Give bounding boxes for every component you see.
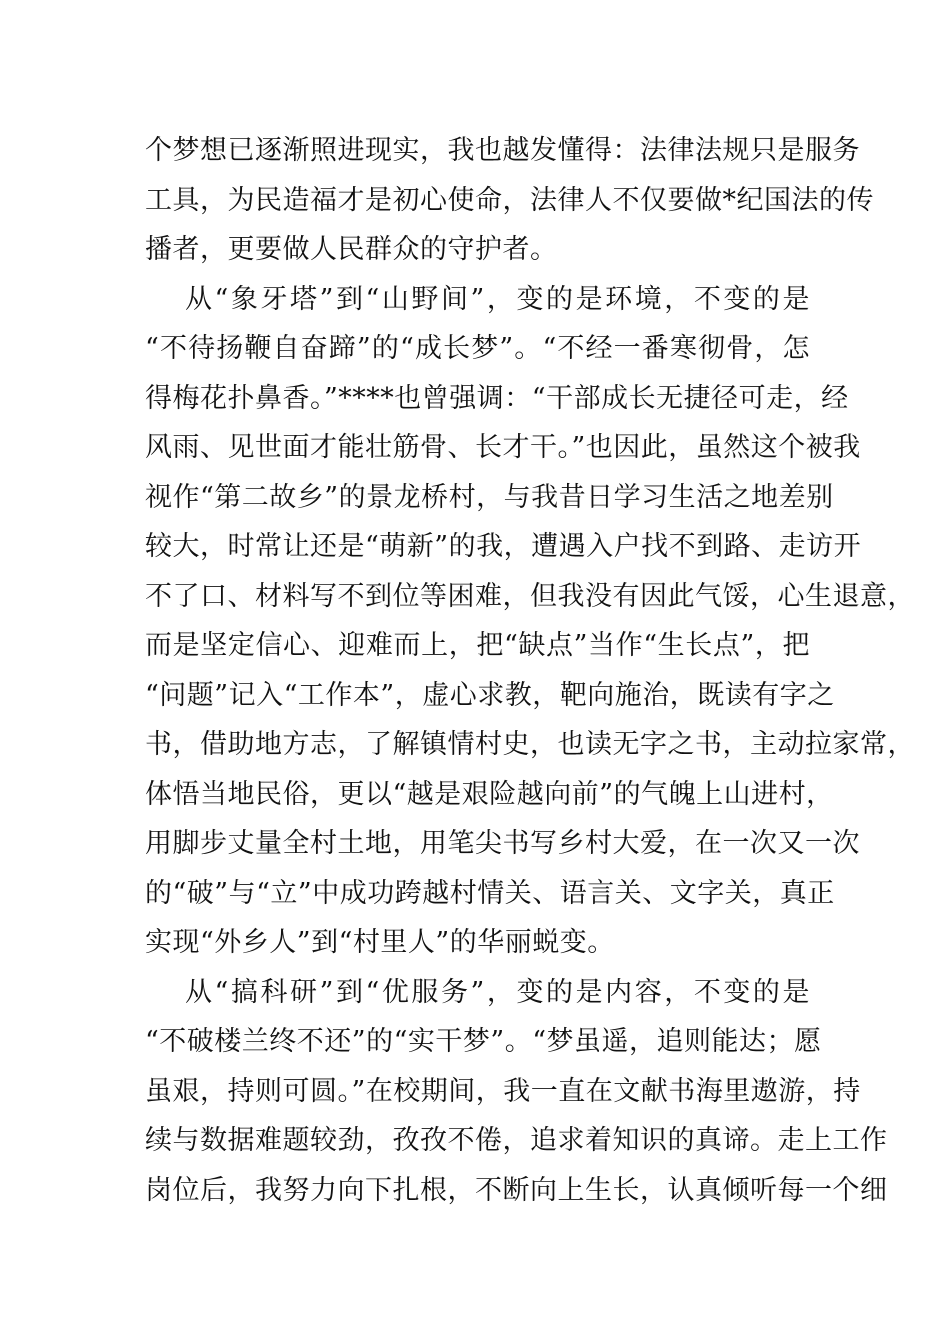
text-line: 续与数据难题较劲，孜孜不倦，追求着知识的真谛。走上工作 (145, 1125, 888, 1156)
text-line: 实现“外乡人”到“村里人”的华丽蜕变。 (145, 927, 615, 958)
body-text (145, 126, 915, 1215)
text-line: 个梦想已逐渐照进现实，我也越发懂得：法律法规只是服务 (145, 135, 860, 166)
text-line: 体悟当地民俗，更以“越是艰险越向前”的气魄上山进村， (145, 778, 834, 810)
text-line: 工具，为民造福才是初心使命，法律人不仅要做*纪国法的传 (145, 184, 874, 216)
text-line: 书，借助地方志，了解镇情村史，也读无字之书，主动拉家常， (145, 729, 915, 760)
text-line: “问题”记入“工作本”，虚心求教，靶向施治，既读有字之 (145, 679, 835, 711)
text-line: 从“搞科研”到“优服务”，变的是内容，不变的是 (185, 976, 810, 1008)
text-line: 用脚步丈量全村土地，用笔尖书写乡村大爱，在一次又一次 (145, 828, 860, 859)
text-line: 岗位后，我努力向下扎根，不断向上生长，认真倾听每一个细 (145, 1174, 888, 1206)
text-line: 从“象牙塔”到“山野间”，变的是环境，不变的是 (185, 283, 810, 315)
text-line: “不破楼兰终不还”的“实干梦”。“梦虽遥，追则能达；愿 (145, 1026, 822, 1057)
text-line: 不了口、材料写不到位等困难，但我没有因此气馁，心生退意， (145, 580, 915, 612)
text-line: 虽艰，持则可圆。”在校期间，我一直在文献书海里遨游，持 (145, 1075, 861, 1107)
text-line: “不待扬鞭自奋蹄”的“成长梦”。“不经一番寒彻骨，怎 (145, 333, 810, 364)
text-line: 较大，时常让还是“萌新”的我，遭遇入户找不到路、走访开 (145, 531, 862, 562)
text-line: 的“破”与“立”中成功跨越村情关、语言关、文字关，真正 (145, 877, 835, 909)
text-line: 视作“第二故乡”的景龙桥村，与我昔日学习生活之地差别 (145, 481, 834, 513)
text-line: 风雨、见世面才能壮筋骨、长才干。”也因此，虽然这个被我 (145, 432, 861, 463)
text-line: 得梅花扑鼻香。”****也曾强调：“干部成长无捷径可走，经 (145, 382, 849, 414)
text-line: 播者，更要做人民群众的守护者。 (145, 234, 558, 265)
text-line: 而是坚定信心、迎难而上，把“缺点”当作“生长点”，把 (145, 630, 810, 661)
